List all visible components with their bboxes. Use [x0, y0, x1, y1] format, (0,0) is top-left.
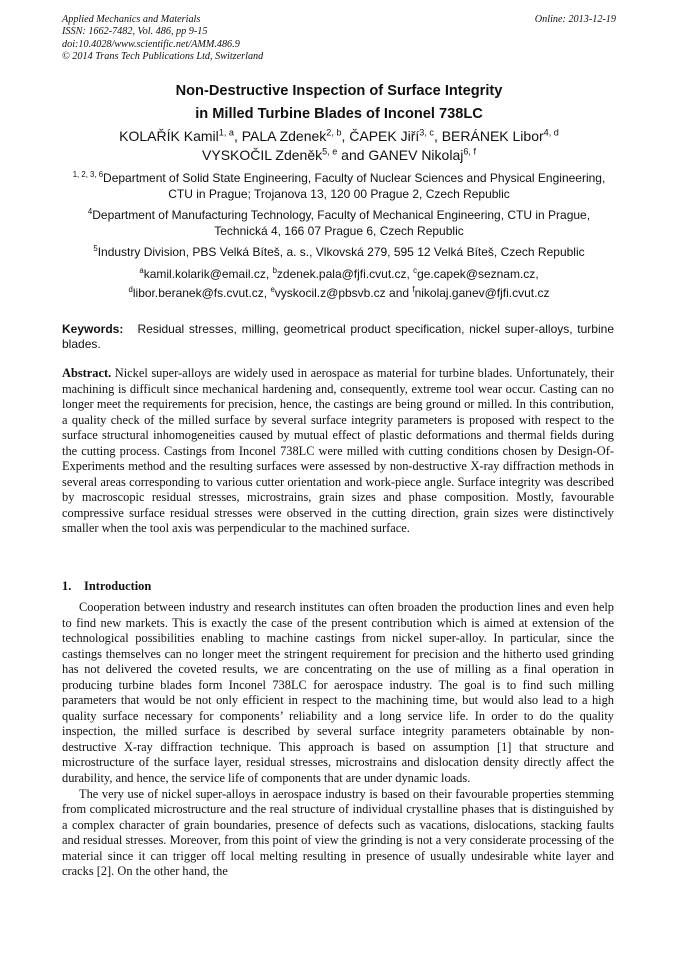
- affiliation-sup: 1, 2, 3, 6: [72, 170, 104, 179]
- author-separator: and: [337, 147, 369, 163]
- author-separator: ,: [433, 128, 442, 144]
- journal-name: Applied Mechanics and Materials: [62, 14, 201, 25]
- paper-title: [62, 80, 616, 125]
- email-separator: ,: [265, 266, 273, 281]
- author-sup: 4, d: [543, 127, 559, 138]
- paragraph: Cooperation between industry and research institutes can often broaden the production lines and even help to find new markets. This is exactly the case of the present contribution which is aimed at extension of the technological possibilities enabling to machine castings from nickel super-alloy. In particular, since the castings themselves can no longer meet the stringent requirement for precision and the hitherto used grinding has not delivered the coveted results, we are concentrating on the use of milling as a final operation in producing turbine blades form Inconel 738LC for aerospace industry. The goal is to find such milling parameters that would be not only efficient in respect to the machining time, but would also lead to a high quality surface necessary for components’ reliability and a long service life. In order to do the quality inspection, the milled surface is described by several surface integrity parameters obtainable by non-destructive X-ray diffraction technique. This approach is based on assumption [1] that structure and microstructure of the surface layer, residual stresses, microstrains and dislocation density directly affect the durability, and hence, the service life of components that are under dynamic loads.: [62, 600, 614, 786]
- email-line-1: [62, 267, 616, 283]
- email-address[interactable]: ge.capek@seznam.cz: [417, 266, 536, 281]
- online-date: Online: 2013-12-19: [534, 14, 616, 25]
- section-title: Introduction: [84, 579, 152, 593]
- affiliation: [62, 208, 616, 239]
- issn-line: ISSN: 1662-7482, Vol. 486, pp 9-15: [62, 26, 208, 38]
- title-line-2: in Milled Turbine Blades of Inconel 738LC: [195, 105, 483, 122]
- author-name: BERÁNEK Libor: [441, 128, 544, 144]
- affiliation: [62, 171, 616, 202]
- author-name: PALA Zdenek: [241, 128, 327, 144]
- author-name: ČAPEK Jiří: [349, 128, 420, 144]
- affiliation: [62, 245, 616, 261]
- abstract-block: [62, 366, 614, 537]
- email-separator: and: [385, 286, 413, 300]
- author-line-1: [62, 127, 616, 146]
- author-name: VYSKOČIL Zdeněk: [202, 147, 323, 163]
- author-separator: ,: [233, 128, 242, 144]
- affiliation-text: Industry Division, PBS Velká Bíteš, a. s., Vlkovská 279, 595 12 Velká Bíteš, Czech Republic: [97, 245, 585, 259]
- email-address[interactable]: libor.beranek@fs.cvut.cz: [132, 286, 264, 300]
- email-separator: ,: [263, 286, 271, 300]
- email-address[interactable]: zdenek.pala@fjfi.cvut.cz: [276, 266, 407, 281]
- email-list: [62, 267, 616, 302]
- author-sup: 3, c: [419, 127, 434, 138]
- affiliation-sup: 5: [93, 244, 98, 253]
- email-address[interactable]: kamil.kolarik@email.cz: [143, 266, 266, 281]
- author-sup: 5, e: [322, 146, 338, 157]
- author-name: KOLAŘÍK Kamil: [119, 128, 219, 144]
- email-sup: b: [272, 265, 277, 275]
- email-sup: c: [413, 265, 418, 275]
- publication-info: [62, 14, 616, 64]
- email-address[interactable]: nikolaj.ganev@fjfi.cvut.cz: [414, 286, 550, 300]
- author-separator: ,: [341, 128, 350, 144]
- email-address[interactable]: vyskocil.z@pbsvb.cz: [274, 286, 386, 300]
- email-sup: e: [270, 285, 275, 294]
- section-number: 1.: [62, 579, 72, 593]
- paragraph: The very use of nickel super-alloys in aerospace industry is based on their favourable properties stemming from complicated microstructure and the real structure of individual crystalline phases that is distinguished by a complex character of grain boundaries, presence of defects such as vacations, dislocations, stacking faults and residual stresses. Moreover, from this point of view the grinding is not a very considerate processing of the material since it can trigger off local melting resulting in presence of usually undesirable white layer and cracks [2]. On the other hand, the: [62, 786, 614, 879]
- introduction-body: [62, 600, 614, 880]
- author-sup: 6, f: [463, 146, 476, 157]
- abstract-label: Abstract.: [62, 366, 112, 380]
- author-sup: 1, a: [218, 127, 234, 138]
- affiliation-text: Department of Solid State Engineering, Faculty of Nuclear Sciences and Physical Engineering, CTU in Prague; Trojanova 13, 120 00 Prague 2, Czech Republic: [103, 171, 606, 201]
- author-list: [62, 127, 616, 165]
- affiliation-sup: 4: [87, 207, 93, 216]
- section-heading: [62, 579, 151, 594]
- affiliation-text: Department of Manufacturing Technology, Faculty of Mechanical Engineering, CTU in Prague, Technická 4, 166 07 Prague 6, Czech Republic: [92, 208, 591, 238]
- author-name: GANEV Nikolaj: [368, 147, 464, 163]
- copyright-line: © 2014 Trans Tech Publications Ltd, Switzerland: [62, 51, 264, 63]
- email-sup: f: [412, 285, 415, 294]
- email-line-2: [62, 286, 616, 302]
- email-separator: ,: [406, 266, 414, 281]
- author-line-2: [62, 146, 616, 165]
- keywords-block: [62, 322, 614, 352]
- email-sup: a: [139, 265, 144, 275]
- affiliations: [62, 171, 616, 306]
- email-sup: d: [128, 285, 133, 294]
- title-line-1: Non-Destructive Inspection of Surface Integrity: [175, 83, 503, 99]
- author-sup: 2, b: [326, 127, 342, 138]
- doi-line: doi:10.4028/www.scientific.net/AMM.486.9: [62, 38, 240, 50]
- keywords-text: Residual stresses, milling, geometrical product specification, nickel super-alloys, turbine blades.: [62, 322, 614, 351]
- abstract-text: Nickel super-alloys are widely used in aerospace as material for turbine blades. Unfortunately, their machining is difficult since mechanical hardening and, consequently, extreme tool wear occur. Casting can no longer meet the requirements for precision, hence, the castings are being ground or milled. In this contribution, a quality check of the milled surface by several surface integrity parameters is proposed with respect to the surface structural inhomogeneities caused by mutual effect of plastic deformations and thermal fields during the cutting process. Castings from Inconel 738LC were milled with cutting conditions chosen by Design-Of-Experiments method and the resulting surfaces were assessed by non-destructive X-ray diffraction methods in several areas corresponding to various cutter orientation and work-piece angle. Surface integrity was described by macroscopic residual stresses, microstrains, grain sizes and phase composition. Mostly, favourable compressive surface residual stresses were observed in the cutting direction, grain sizes were distinctively smaller when the tool axis was perpendicular to the machined surface.: [62, 366, 614, 536]
- keywords-label: Keywords:: [62, 322, 124, 336]
- publication-header: [62, 14, 616, 64]
- email-separator: ,: [535, 266, 539, 281]
